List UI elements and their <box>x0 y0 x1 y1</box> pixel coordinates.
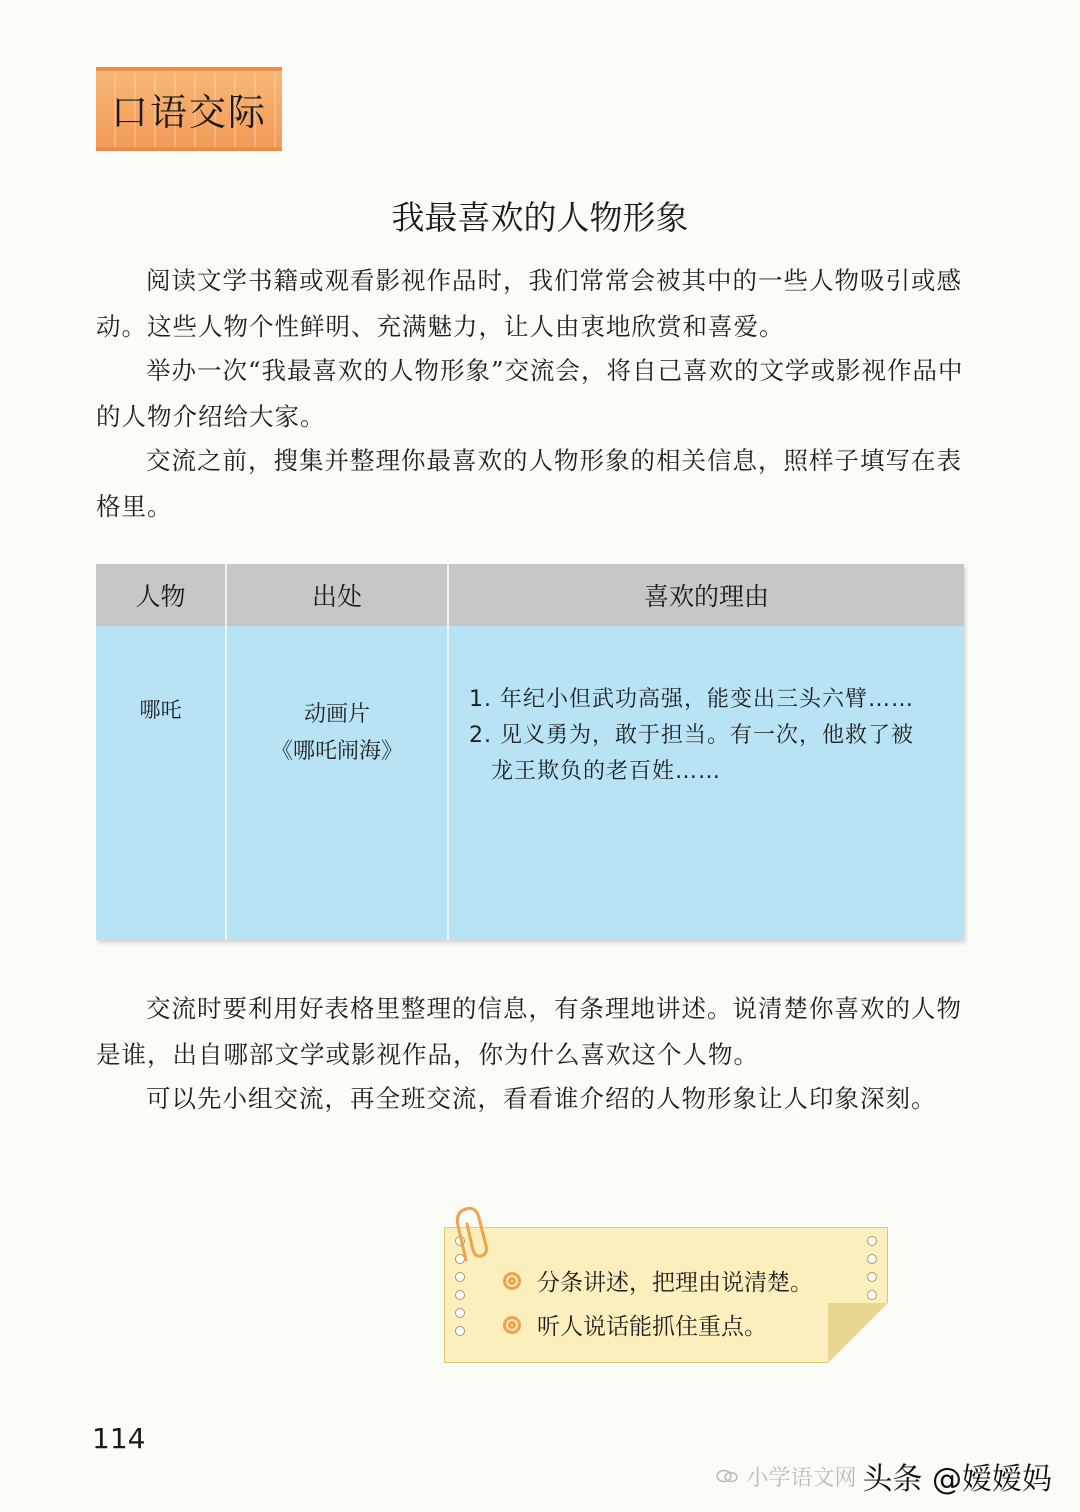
tip-item-1 <box>503 1264 813 1297</box>
bullet-icon <box>503 1272 521 1290</box>
paragraph-1: 阅读文学书籍或观看影视作品时，我们常常会被其中的一些人物吸引或感动。这些人物个性鲜明、充满魅力，让人由衷地欣赏和喜爱。 <box>96 266 962 341</box>
paragraph-5: 可以先小组交流，再全班交流，看看谁介绍的人物形象让人印象深刻。 <box>146 1084 937 1113</box>
paragraph-3: 交流之前，搜集并整理你最喜欢的人物形象的相关信息，照样子填写在表格里。 <box>96 446 962 521</box>
source-title: 《哪吒闹海》 <box>270 739 403 764</box>
reason-2: 2. 见义勇为，敢于担当。有一次，他救了被 <box>469 723 914 748</box>
paragraph-2: 举办一次“我最喜欢的人物形象”交流会，将自己喜欢的文学或影视作品中的人物介绍给大家。 <box>96 356 964 431</box>
paperclip-icon <box>452 1204 492 1264</box>
cell-source <box>226 626 448 940</box>
page-number: 114 <box>92 1422 146 1455</box>
section-tag-label: 口语交际 <box>111 91 267 134</box>
table-header-reason: 喜欢的理由 <box>448 564 964 626</box>
watermark <box>716 1454 1052 1498</box>
table-header-character: 人物 <box>96 564 226 626</box>
reason-2-continued: 龙王欺负的老百姓…… <box>491 759 722 784</box>
table-row <box>96 626 964 940</box>
watermark-text: 头条 @嫒嫒妈 <box>862 1462 1052 1497</box>
bullet-icon <box>503 1316 521 1334</box>
tip-item-1-text: 分条讲述，把理由说清楚。 <box>537 1270 813 1296</box>
page-curl-corner <box>828 1303 888 1363</box>
source-type: 动画片 <box>303 702 370 727</box>
character-table <box>96 564 964 940</box>
cell-reason <box>448 626 964 940</box>
wechat-icon <box>716 1469 738 1483</box>
section-tag <box>96 67 282 151</box>
tip-item-2 <box>503 1308 767 1341</box>
table-header-source: 出处 <box>226 564 448 626</box>
reason-1: 1. 年纪小但武功高强，能变出三头六臂…… <box>469 687 914 712</box>
page-title: 我最喜欢的人物形象 <box>391 198 689 237</box>
cell-character: 哪吒 <box>96 626 226 940</box>
watermark-faint-text: 小学语文网 <box>746 1465 857 1491</box>
tip-item-2-text: 听人说话能抓住重点。 <box>537 1314 767 1340</box>
tip-note-card <box>444 1227 888 1363</box>
paragraph-4: 交流时要利用好表格里整理的信息，有条理地讲述。说清楚你喜欢的人物是谁，出自哪部文学或影视作品，你为什么喜欢这个人物。 <box>96 994 962 1069</box>
